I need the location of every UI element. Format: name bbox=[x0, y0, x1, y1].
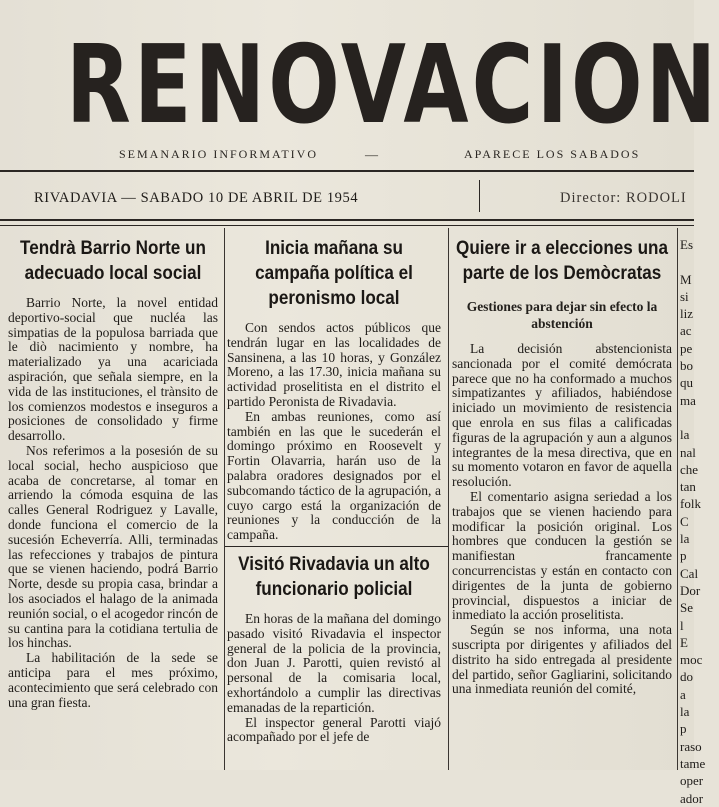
edge-column-line: do a bbox=[680, 669, 693, 702]
masthead-tagline-right: APARECE LOS SABADOS bbox=[464, 147, 641, 161]
edge-column-line: la p bbox=[680, 531, 690, 564]
masthead-title: RENOVACION bbox=[66, 23, 719, 148]
masthead-rule-top bbox=[0, 170, 694, 172]
article-barrio-norte bbox=[8, 236, 218, 710]
edge-column-line: qu bbox=[680, 375, 693, 391]
edge-column-line: M bbox=[680, 271, 692, 287]
article-peronismo bbox=[227, 236, 441, 543]
edge-column-line: pe bbox=[680, 340, 693, 356]
article-body bbox=[8, 296, 218, 710]
edge-column-line: Es bbox=[680, 237, 693, 252]
edge-column-line: la bbox=[680, 427, 690, 443]
column-2-top bbox=[227, 236, 441, 542]
dateline-director: Director: RODOLI bbox=[560, 190, 687, 206]
article-visita-policial bbox=[227, 552, 441, 745]
article-paragraph: Barrio Norte, la novel entidad deportivo-social que nucléa las simpatias de la populosa barriada que le diò nacimiento y nombre, ha materializado ya una acariciada aspiración, que señala siempre, en la vida de las instituciones, el trànsito de los comienzos modestos e inseguros a posiciones de consolidado y firme desarrollo. bbox=[8, 295, 218, 444]
edge-column-line: raso bbox=[680, 738, 702, 754]
edge-column-line: nal bbox=[680, 444, 696, 460]
edge-column-line: moc bbox=[680, 652, 703, 668]
edge-column-line: ac bbox=[680, 323, 692, 339]
column-rule-2 bbox=[448, 228, 449, 770]
edge-column-line: oper bbox=[680, 773, 704, 789]
article-headline: Inicia mañana su campaña política el peronismo local bbox=[255, 238, 413, 309]
masthead-rule-bottom-thin bbox=[0, 225, 694, 226]
dateline-divider bbox=[479, 180, 480, 212]
article-headline: Quiere ir a elecciones una parte de los Demòcratas bbox=[456, 238, 668, 284]
article-paragraph: Con sendos actos públicos que tendrán lugar en las localidades de Sansinena, a las 10 horas, y González Moreno, a las 17.30, inicia mañana su actividad proselitista en el distrito el partido Peronista de Rivadavia. bbox=[227, 320, 441, 409]
edge-column-line bbox=[680, 253, 694, 270]
article-paragraph: El inspector general Parotti viajó acompañado por el jefe de bbox=[227, 714, 441, 745]
article-paragraph: El comentario asigna seriedad a los trabajos que se vienen haciendo para modificar la posición original. Los hombres que conducen la gestión se manifiestan francamente concurrencistas y están en contacto con dirigentes de la junta de gobierno provincial, dispuestos a iniciar de inmediato la acción proselitista. bbox=[452, 488, 672, 623]
edge-column-line: ma bbox=[680, 392, 696, 408]
article-paragraph: En horas de la mañana del domingo pasado visitó Rivadavia el inspector general de la policia de la provincia, don Juan J. Parotti, quien revistó al personal de la comisaria local, exhortándolo a cumplir las directivas emanadas de la repartición. bbox=[227, 611, 441, 715]
masthead-dash: — bbox=[365, 147, 380, 162]
column-rule-1 bbox=[224, 228, 225, 770]
edge-column-line: folk bbox=[680, 496, 701, 512]
article-subhead: Gestiones para dejar sin efecto la abstención bbox=[466, 299, 658, 331]
edge-column-line: bo bbox=[680, 358, 693, 374]
column-1 bbox=[8, 236, 218, 770]
masthead-tagline-left: SEMANARIO INFORMATIVO bbox=[119, 147, 319, 161]
edge-column-line: si bbox=[680, 288, 689, 304]
article-body bbox=[227, 321, 441, 543]
edge-column-line: Cal bbox=[680, 565, 699, 581]
article-body bbox=[227, 612, 441, 745]
column-3 bbox=[452, 236, 672, 770]
edge-column-line: tame bbox=[680, 755, 706, 771]
article-headline: Tendrà Barrio Norte un adecuado local social bbox=[20, 238, 206, 284]
article-paragraph: Nos referimos a la posesión de su local social, hecho auspicioso que acaba de concretarse, al tomar en arriendo la cómoda esquina de las calles General Rodriguez y Lavalle, donde funciona el comercio de la sucesión Echeverría. Alli, terminadas las refecciones y trabajos de pintura que se vienen haciendo, podrá Barrio Norte, desde su propia casa, brindar a los asociados el halago de la animada reunión social, o el acogedor rincón de su cantina para la cotidiana tertulia de los hinchas. bbox=[8, 442, 218, 651]
masthead-rule-bottom bbox=[0, 219, 694, 221]
column-4-edge bbox=[680, 236, 706, 806]
article-paragraph: Según se nos informa, una nota suscripta por dirigentes y afiliados del distrito ha sido entregada al presidente del partido, señor Gagliarini, solicitando una inmediata reunión del comité, bbox=[452, 622, 672, 697]
edge-column-line: che bbox=[680, 461, 699, 477]
dateline-place-date: RIVADAVIA — SABADO 10 DE ABRIL DE 1954 bbox=[34, 190, 359, 206]
masthead bbox=[66, 23, 719, 148]
edge-column-line bbox=[680, 409, 694, 426]
article-body bbox=[452, 342, 672, 697]
article-democratas bbox=[452, 236, 672, 697]
edge-column-line: Se bbox=[680, 600, 693, 616]
article-separator bbox=[225, 546, 448, 547]
column-2-bottom bbox=[227, 552, 441, 770]
edge-column-line: liz bbox=[680, 306, 693, 322]
edge-column-line: Dor bbox=[680, 582, 701, 598]
edge-column-text bbox=[680, 236, 706, 807]
article-paragraph: La habilitación de la sede se anticipa para el mes próximo, acontecimiento que será celebrado con una gran fiesta. bbox=[8, 650, 218, 710]
article-headline: Visitó Rivadavia un alto funcionario policial bbox=[238, 554, 430, 600]
edge-column-line: ador bbox=[680, 790, 704, 806]
column-rule-3 bbox=[677, 228, 678, 770]
edge-column-line: E bbox=[680, 634, 688, 650]
article-paragraph: En ambas reuniones, como así también en las que le sucederán el domingo próximo en Roosevelt y Fortin Olavarria, harán uso de la palabra oradores designados por el subcomando táctico de la agrupación, a cuyo cargo está la organización de reuniones y la conducción de la campaña. bbox=[227, 408, 441, 543]
edge-column-line: l bbox=[680, 617, 684, 633]
edge-column-line: la p bbox=[680, 704, 690, 737]
article-paragraph: La decisión abstencionista sancionada por el comité demócrata parece que no ha conformado a muchos simpatizantes y afiliados, habiéndose iniciado un movimiento de resistencia que enrola en sus filas a calificadas figuras de la agrupación y aun a algunos integrantes de la mesa directiva, que en su momento votaron en favor de aquella resolución. bbox=[452, 341, 672, 490]
edge-column-line: tan bbox=[680, 479, 696, 495]
edge-column-line: C bbox=[680, 513, 689, 529]
